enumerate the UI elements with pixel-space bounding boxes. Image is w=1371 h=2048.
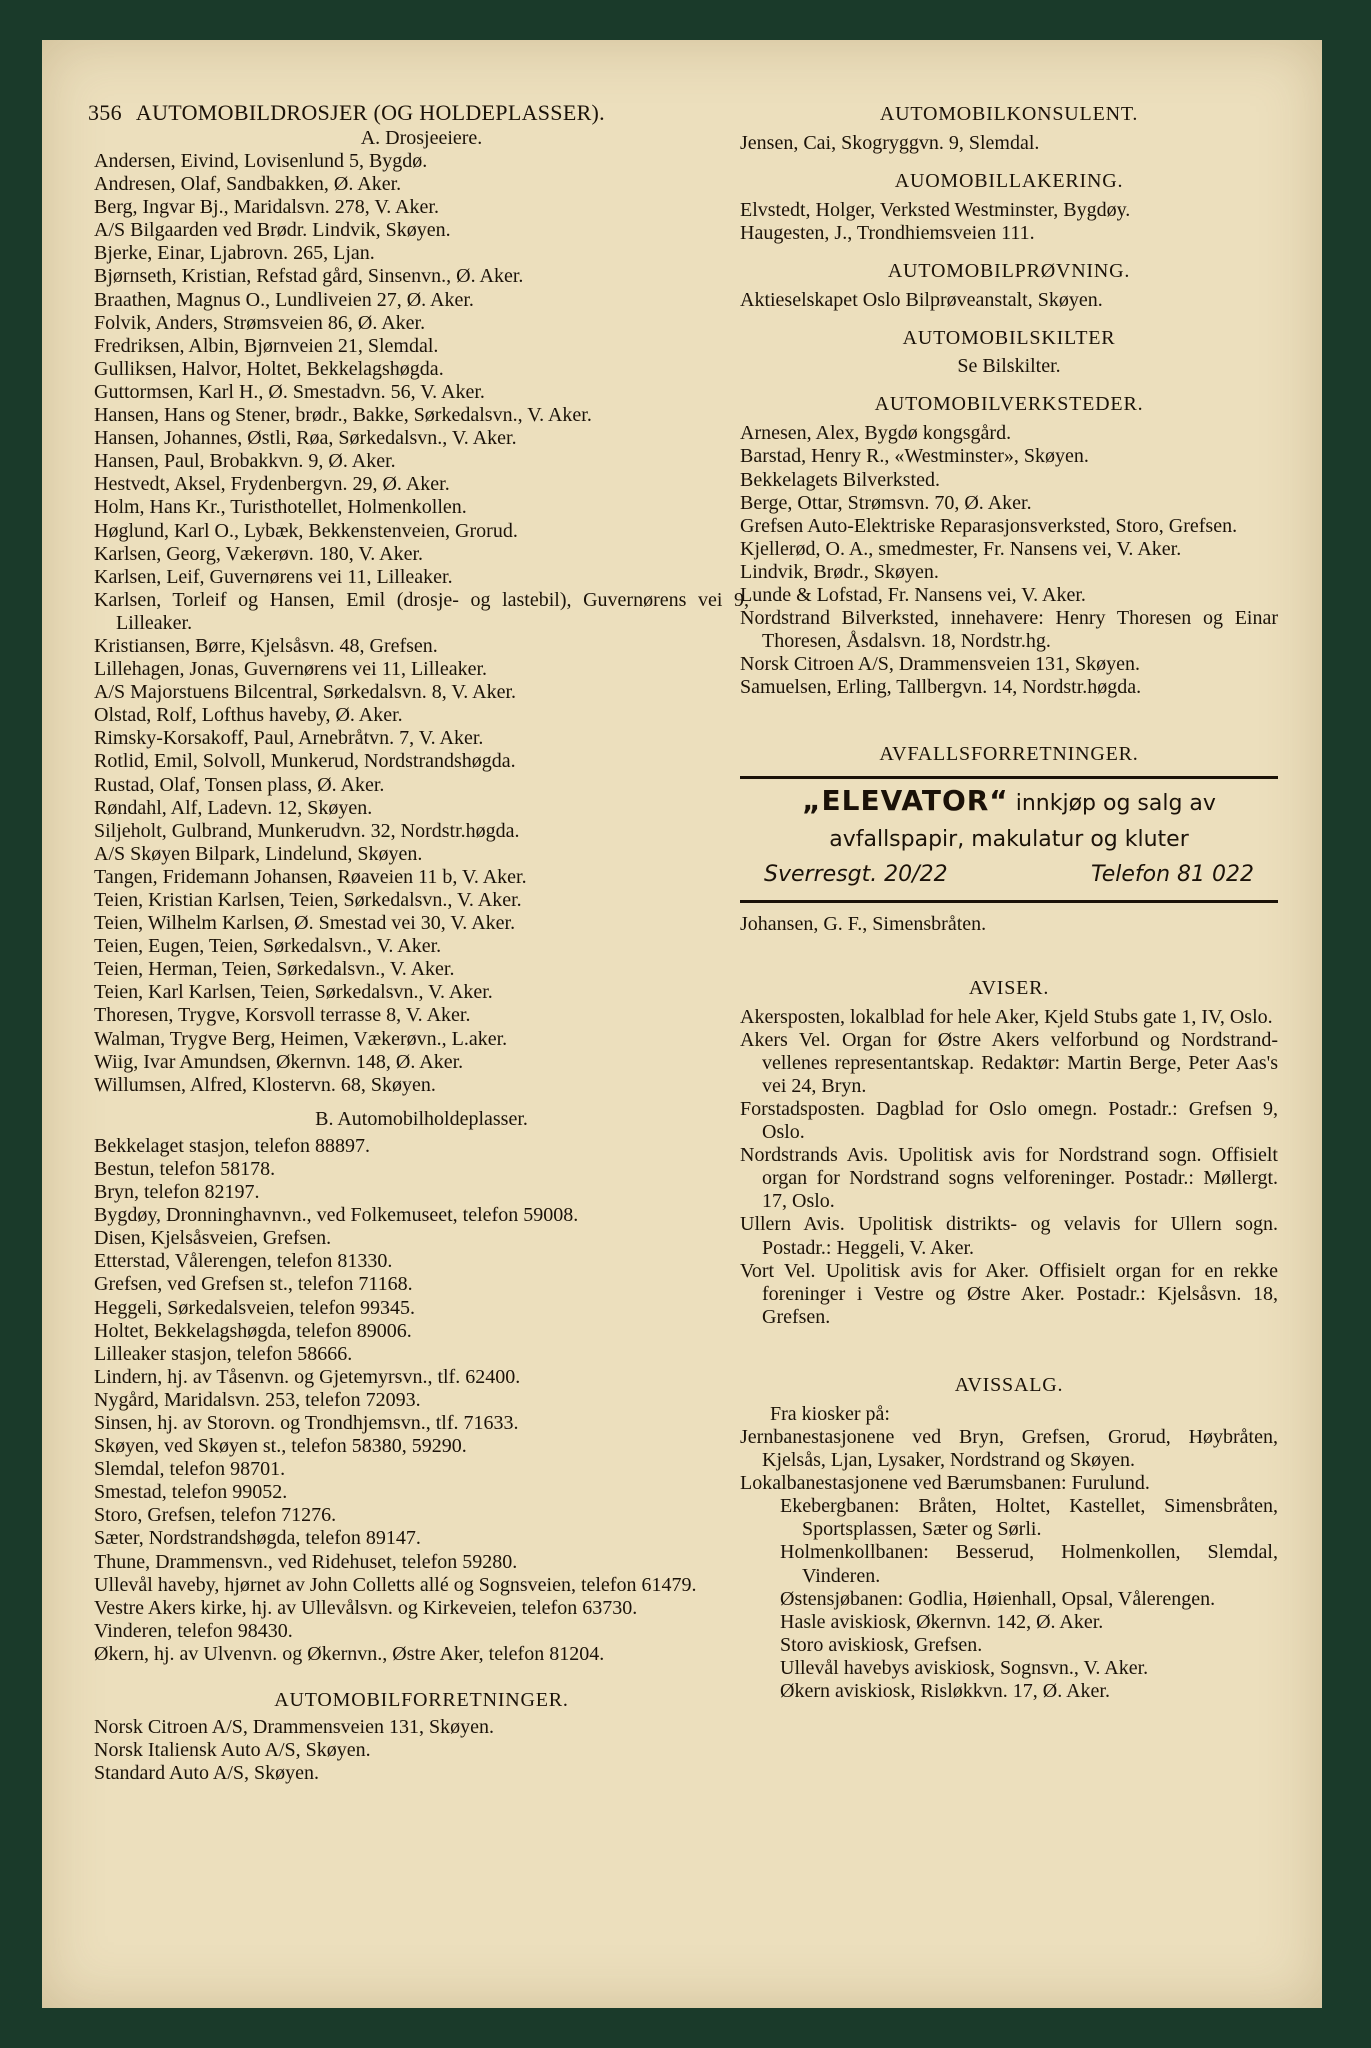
list-item: Grefsen, ved Grefsen st., telefon 71168.: [94, 1273, 413, 1296]
list-item: Thoresen, Trygve, Korsvoll terrasse 8, V. Aker.: [94, 1004, 471, 1027]
ad-line-3: [746, 858, 1272, 892]
list-item: Olstad, Rolf, Lofthus haveby, Ø. Aker.: [94, 704, 403, 727]
list-item: Ullevål havebys aviskiosk, Sognsvn., V. Aker.: [780, 1656, 1149, 1679]
list-item: Karlsen, Torleif og Hansen, Emil (drosje- og lastebil), Guvernørens vei 9, Lilleaker.: [94, 588, 749, 634]
heading-aviser: AVISER.: [968, 976, 1050, 999]
page-number: 356: [88, 100, 122, 125]
page-header: [88, 100, 605, 126]
list-item: Bjørnseth, Kristian, Refstad gård, Sinsenvn., Ø. Aker.: [94, 265, 524, 288]
list-item: Økern, hj. av Ulvenvn. og Økernvn., Østre Aker, telefon 81204.: [94, 1642, 605, 1665]
list-item: Gulliksen, Halvor, Holtet, Bekkelagshøgda.: [94, 357, 444, 380]
list-item: Røndahl, Alf, Ladevn. 12, Skøyen.: [94, 796, 373, 819]
list-item: Økern aviskiosk, Risløkkvn. 17, Ø. Aker.: [780, 1680, 1110, 1703]
list-item: Heggeli, Sørkedalsveien, telefon 99345.: [94, 1296, 416, 1319]
list-item: Elvstedt, Holger, Verksted Westminster, Bygdøy.: [740, 199, 1131, 222]
directory-page: [42, 40, 1322, 2008]
ad-line-1: [746, 783, 1272, 822]
list-forretninger: [94, 1716, 749, 1785]
list-item: Norsk Citroen A/S, Drammensveien 131, Skøyen.: [94, 1716, 494, 1738]
list-item: Aktieselskapet Oslo Bilprøveanstalt, Skøyen.: [740, 289, 1103, 312]
right-column: [740, 102, 1278, 1703]
heading-skilter: AUTOMOBILSKILTER: [902, 327, 1116, 350]
list-item: Berge, Ottar, Strømsvn. 70, Ø. Aker.: [740, 491, 1032, 514]
ad-phone: Telefon 81 022: [1090, 861, 1254, 887]
list-item: Østensjøbanen: Godlia, Høienhall, Opsal, Vålerengen.: [780, 1587, 1216, 1610]
list-item: Etterstad, Vålerengen, telefon 81330.: [94, 1250, 393, 1273]
list-item: Teien, Kristian Karlsen, Teien, Sørkedalsvn., V. Aker.: [94, 889, 522, 911]
list-item: Lindern, hj. av Tåsenvn. og Gjetemyrsvn., tlf. 62400.: [94, 1365, 521, 1388]
list-item: Skøyen, ved Skøyen st., telefon 58380, 59290.: [94, 1435, 467, 1458]
list-item: Akersposten, lokalblad for hele Aker, Kjeld Stubs gate 1, IV, Oslo.: [740, 1005, 1273, 1028]
list-item: Vinderen, telefon 98430.: [94, 1619, 293, 1642]
list-item: Nygård, Maridalsvn. 253, telefon 72093.: [94, 1388, 421, 1411]
list-item: Bekkelaget stasjon, telefon 88897.: [94, 1134, 371, 1157]
ad-line-2: avfallspapir, makulatur og kluter: [829, 826, 1189, 852]
heading-avfall: AVFALLSFORRETNINGER.: [879, 742, 1139, 765]
list-item: Kristiansen, Børre, Kjelsåsvn. 48, Grefsen.: [94, 634, 438, 657]
list-item: Rustad, Olaf, Tonsen plass, Ø. Aker.: [94, 773, 385, 796]
list-avissalg: [740, 1426, 1278, 1495]
list-item: Norsk Citroen A/S, Drammensveien 131, Skøyen.: [740, 653, 1140, 676]
list-item: Teien, Eugen, Teien, Sørkedalsvn., V. Aker.: [94, 935, 442, 958]
list-item: Braathen, Magnus O., Lundliveien 27, Ø. Aker.: [94, 288, 474, 311]
section-title-drosjer: AUTOMOBILDROSJER (OG HOLDEPLASSER).: [135, 100, 605, 125]
list-item: Høglund, Karl O., Lybæk, Bekkenstenveien, Grorud.: [94, 519, 518, 542]
list-item: Disen, Kjelsåsveien, Grefsen.: [94, 1227, 332, 1250]
ad-line1-text: innkjøp og salg av: [1008, 790, 1216, 816]
subheading-drosjeeiere: A. Drosjeeiere.: [360, 127, 483, 149]
list-item: Vort Vel. Upolitisk avis for Aker. Offisielt organ for en rekke foreninger i Vestre og Østre Aker. Postadr.: Kjelsåsvn. 18, Grefsen.: [740, 1259, 1278, 1328]
list-item: Bygdøy, Dronninghavnvn., ved Folkemuseet, telefon 59008.: [94, 1204, 579, 1227]
heading-lakering: AUOMOBILLAKERING.: [894, 170, 1124, 193]
heading-verksteder: AUTOMOBILVERKSTEDER.: [874, 393, 1144, 416]
list-item: Wiig, Ivar Amundsen, Økernvn. 148, Ø. Aker.: [94, 1050, 464, 1073]
skilter-see-also: Se Bilskilter.: [957, 355, 1061, 378]
list-item: Norsk Italiensk Auto A/S, Skøyen.: [94, 1739, 371, 1762]
list-item: Teien, Herman, Teien, Sørkedalsvn., V. Aker.: [94, 958, 455, 981]
list-item: Rotlid, Emil, Solvoll, Munkerud, Nordstrandshøgda.: [94, 750, 516, 773]
list-item: A/S Majorstuens Bilcentral, Sørkedalsvn. 8, V. Aker.: [94, 681, 517, 704]
list-item: Ullevål haveby, hjørnet av John Colletts allé og Sognsveien, telefon 61479.: [94, 1573, 697, 1596]
list-drosjeeiere: [94, 150, 749, 1097]
list-avfall: [740, 913, 1278, 936]
list-item: Nordstrands Avis. Upolitisk avis for Nordstrand sogn. Offisielt organ for Nordstrand sogns velforeninger. Postadr.: Møllergt. 17, Oslo.: [740, 1144, 1278, 1213]
list-item: Karlsen, Georg, Vækerøvn. 180, V. Aker.: [94, 542, 424, 565]
list-item: Thune, Drammensvn., ved Ridehuset, telefon 59280.: [94, 1550, 518, 1573]
list-konsulent: [740, 132, 1278, 155]
list-item: Holtet, Bekkelagshøgda, telefon 89006.: [94, 1319, 412, 1342]
list-item: Lindvik, Brødr., Skøyen.: [740, 560, 939, 583]
list-item: Siljeholt, Gulbrand, Munkerudvn. 32, Nordstr.høgda.: [94, 819, 520, 842]
list-item: Grefsen Auto-Elektriske Reparasjonsverksted, Storo, Grefsen.: [740, 514, 1238, 537]
list-item: Jernbanestasjonene ved Bryn, Grefsen, Grorud, Høybråten, Kjelsås, Ljan, Lysaker, Nordstrand og Skøyen.: [740, 1426, 1278, 1472]
list-holdeplasser: [94, 1135, 749, 1666]
list-item: Slemdal, telefon 98701.: [94, 1458, 286, 1481]
list-item: Karlsen, Leif, Guvernørens vei 11, Lilleaker.: [94, 565, 453, 588]
list-item: Smestad, telefon 99052.: [94, 1481, 288, 1504]
heading-konsulent: AUTOMOBILKONSULENT.: [879, 103, 1139, 125]
heading-forretninger: AUTOMOBILFORRETNINGER.: [274, 1689, 569, 1711]
list-avissalg-indented: [740, 1495, 1278, 1703]
list-item: Lilleaker stasjon, telefon 58666.: [94, 1342, 353, 1365]
list-item: Bryn, telefon 82197.: [94, 1181, 260, 1204]
list-item: Vestre Akers kirke, hj. av Ullevålsvn. og Kirkeveien, telefon 63730.: [94, 1596, 638, 1619]
list-item: Willumsen, Alfred, Klostervn. 68, Skøyen.: [94, 1073, 436, 1096]
list-item: Teien, Karl Karlsen, Teien, Sørkedalsvn., V. Aker.: [94, 981, 493, 1004]
list-item: Storo aviskiosk, Grefsen.: [780, 1633, 983, 1656]
list-item: Teien, Wilhelm Karlsen, Ø. Smestad vei 30, V. Aker.: [94, 912, 516, 935]
list-item: Hansen, Paul, Brobakkvn. 9, Ø. Aker.: [94, 450, 396, 473]
list-item: Lunde & Lofstad, Fr. Nansens vei, V. Aker.: [740, 584, 1086, 607]
list-item: Samuelsen, Erling, Tallbergvn. 14, Nordstr.høgda.: [740, 676, 1142, 699]
list-item: Akers Vel. Organ for Østre Akers velforbund og Nordstrand-vellenes representantskap. Redaktør: Martin Berge, Peter Aas's vei 24, Bryn.: [740, 1028, 1278, 1097]
list-item: A/S Bilgaarden ved Brødr. Lindvik, Skøyen.: [94, 219, 451, 242]
list-item: Storo, Grefsen, telefon 71276.: [94, 1504, 337, 1527]
ad-company-name: „ELEVATOR“: [802, 783, 1009, 817]
list-item: Hestvedt, Aksel, Frydenbergvn. 29, Ø. Aker.: [94, 473, 450, 496]
list-item: Andersen, Eivind, Lovisenlund 5, Bygdø.: [94, 150, 428, 172]
list-item: Berg, Ingvar Bj., Maridalsvn. 278, V. Aker.: [94, 196, 439, 219]
list-item: Folvik, Anders, Strømsveien 86, Ø. Aker.: [94, 311, 426, 334]
list-item: Ullern Avis. Upolitisk distrikts- og velavis for Ullern sogn. Postadr.: Heggeli, V. Aker.: [740, 1213, 1278, 1259]
list-item: Lokalbanestasjonene ved Bærumsbanen: Furulund.: [740, 1472, 1150, 1495]
avissalg-intro: Fra kiosker på:: [770, 1402, 890, 1425]
heading-provning: AUTOMOBILPRØVNING.: [887, 260, 1131, 283]
list-verksteder: [740, 422, 1278, 699]
list-item: Johansen, G. F., Simensbråten.: [740, 912, 987, 935]
left-column: [94, 126, 749, 1785]
list-item: Fredriksen, Albin, Bjørnveien 21, Slemdal.: [94, 334, 439, 357]
list-item: Bjerke, Einar, Ljabrovn. 265, Ljan.: [94, 242, 375, 265]
list-item: A/S Skøyen Bilpark, Lindelund, Skøyen.: [94, 842, 423, 865]
list-item: Standard Auto A/S, Skøyen.: [94, 1762, 320, 1785]
list-item: Holmenkollbanen: Besserud, Holmenkollen, Slemdal, Vinderen.: [780, 1541, 1278, 1587]
list-item: Forstadsposten. Dagblad for Oslo omegn. Postadr.: Grefsen 9, Oslo.: [740, 1097, 1278, 1144]
list-item: Andresen, Olaf, Sandbakken, Ø. Aker.: [94, 173, 402, 196]
list-item: Walman, Trygve Berg, Heimen, Vækerøvn., L.aker.: [94, 1027, 508, 1050]
list-item: Hasle aviskiosk, Økernvn. 142, Ø. Aker.: [780, 1610, 1104, 1633]
list-item: Hansen, Hans og Stener, brødr., Bakke, Sørkedalsvn., V. Aker.: [94, 404, 592, 427]
heading-avissalg: AVISSALG.: [954, 1373, 1064, 1396]
list-item: Tangen, Fridemann Johansen, Røaveien 11 b, V. Aker.: [94, 865, 527, 888]
list-item: Haugesten, J., Trondhiemsveien 111.: [740, 222, 1035, 245]
list-provning: [740, 289, 1278, 312]
list-item: Ekebergbanen: Bråten, Holtet, Kastellet, Simensbråten, Sportsplassen, Sæter og Sørli.: [780, 1495, 1278, 1541]
subheading-holdeplasser: B. Automobilholdeplasser.: [315, 1107, 528, 1130]
list-item: Rimsky-Korsakoff, Paul, Arnebråtvn. 7, V. Aker.: [94, 727, 484, 750]
list-item: Holm, Hans Kr., Turisthotellet, Holmenkollen.: [94, 496, 467, 519]
list-lakering: [740, 199, 1278, 245]
list-item: Kjellerød, O. A., smedmester, Fr. Nansens vei, V. Aker.: [740, 537, 1182, 560]
ad-address: Sverresgt. 20/22: [764, 861, 948, 887]
list-aviser: [740, 1006, 1278, 1329]
list-item: Barstad, Henry R., «Westminster», Skøyen.: [740, 445, 1089, 468]
list-item: Nordstrand Bilverksted, innehavere: Henry Thoresen og Einar Thoresen, Åsdalsvn. 18, Nordstr.hg.: [740, 607, 1278, 653]
list-item: Sinsen, hj. av Storovn. og Trondhjemsvn., tlf. 71633.: [94, 1411, 519, 1434]
list-item: Hansen, Johannes, Østli, Røa, Sørkedalsvn., V. Aker.: [94, 427, 517, 450]
list-item: Arnesen, Alex, Bygdø kongsgård.: [740, 422, 1012, 445]
list-item: Jensen, Cai, Skogryggvn. 9, Slemdal.: [740, 132, 1040, 154]
list-item: Sæter, Nordstrandshøgda, telefon 89147.: [94, 1527, 421, 1550]
list-item: Lillehagen, Jonas, Guvernørens vei 11, Lilleaker.: [94, 658, 488, 681]
list-item: Guttormsen, Karl H., Ø. Smestadvn. 56, V. Aker.: [94, 380, 485, 403]
list-item: Bestun, telefon 58178.: [94, 1157, 276, 1180]
elevator-advertisement: [740, 776, 1278, 903]
list-item: Bekkelagets Bilverksted.: [740, 468, 940, 491]
